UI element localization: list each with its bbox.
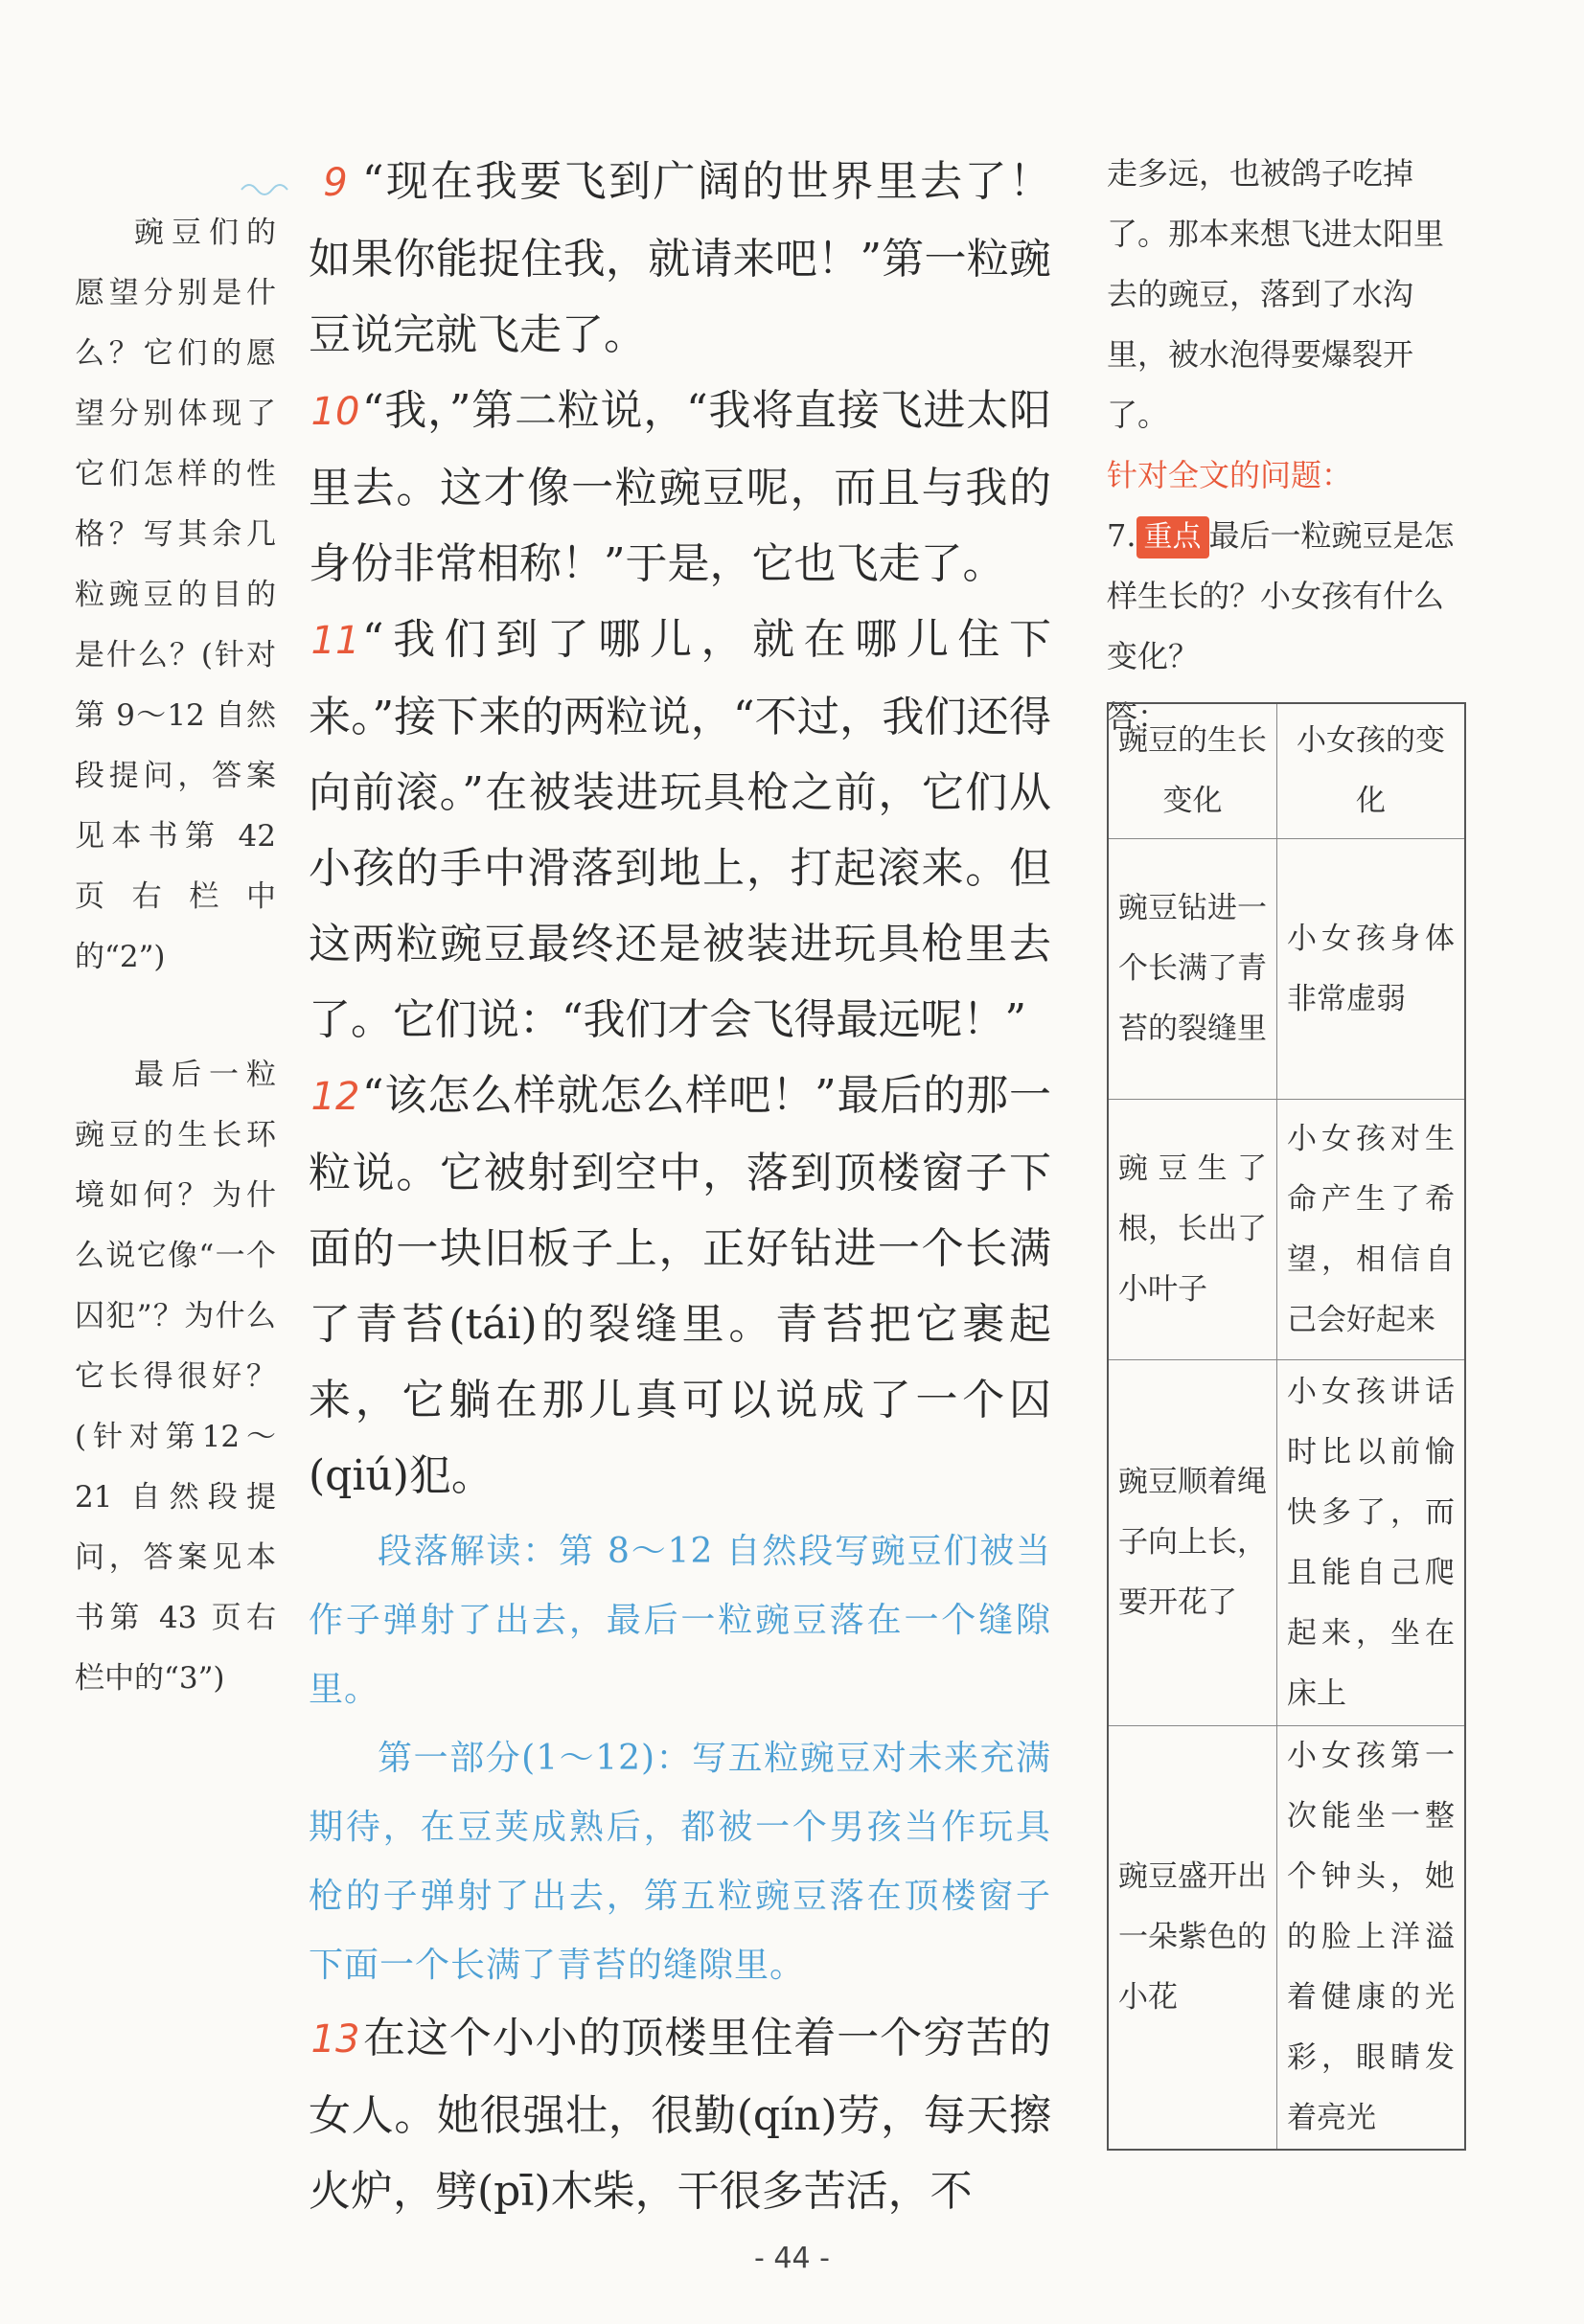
- side-question-2: 最后一粒豌豆的生长环境如何？为什么说它像“一个囚犯”？为什么它长得很好？(针对第12～21 自然段提问，答案见本书第 43 页右栏中的“3”): [75, 1058, 276, 1696]
- question-text: 最后一粒豌豆是怎样生长的？小女孩有什么变化？: [1107, 517, 1455, 674]
- table-row: [1108, 839, 1465, 1100]
- table-header-row: [1108, 703, 1465, 839]
- table-cell: 小女孩讲话时比以前愉快多了，而且能自己爬起来，坐在床上: [1277, 1360, 1466, 1726]
- paragraph-analysis-note: 段落解读：第 8～12 自然段写豌豆们被当作子弹射了出去，最后一粒豌豆落在一个缝隙里。: [309, 1532, 1051, 1709]
- table-header: 豌豆的生长变化: [1108, 703, 1277, 839]
- paragraph-number: 10: [310, 390, 360, 434]
- paragraph-12: [309, 1058, 1051, 1514]
- table-row: [1108, 1360, 1465, 1726]
- table-cell: 豌豆顺着绳子向上长，要开花了: [1108, 1360, 1277, 1726]
- paragraph-number: 12: [310, 1075, 360, 1119]
- page-number: - 44 -: [754, 2242, 830, 2275]
- paragraph-text: 在这个小小的顶楼里住着一个穷苦的女人。她很强壮，很勤(qín)劳，每天擦火炉，劈(pī)木柴，干很多苦活，不: [309, 2014, 1051, 2216]
- paragraph-number: 9: [323, 161, 348, 205]
- continued-answer-text: 走多远，也被鸽子吃掉了。那本来想飞进太阳里去的豌豆，落到了水沟里，被水泡得要爆裂开了。: [1107, 155, 1445, 433]
- part-summary-note: 第一部分(1～12)：写五粒豌豆对未来充满期待，在豆荚成熟后，都被一个男孩当作玩具枪的子弹射了出去，第五粒豌豆落在顶楼窗子下面一个长满了青苔的缝隙里。: [309, 1739, 1051, 1985]
- paragraph-text: “该怎么样就怎么样吧！”最后的那一粒说。它被射到空中，落到顶楼窗子下面的一块旧板子上，正好钻进一个长满了青苔(tái)的裂缝里。青苔把它裹起来，它躺在那儿真可以说成了一个囚(qiú)犯。: [309, 1071, 1051, 1500]
- paragraph-13: [309, 2000, 1051, 2229]
- side-question-column: [75, 203, 276, 1709]
- right-answer-column: [1107, 144, 1471, 747]
- paragraph-number: 11: [310, 619, 360, 663]
- paragraph-text: “我，”第二粒说，“我将直接飞进太阳里去。这才像一粒豌豆呢，而且与我的身份非常相称！”于是，它也飞走了。: [309, 386, 1051, 588]
- paragraph-11: [309, 602, 1051, 1058]
- paragraph-text: “现在我要飞到广阔的世界里去了！如果你能捉住我，就请来吧！”第一粒豌豆说完就飞走了。: [309, 157, 1051, 359]
- table-header: 小女孩的变化: [1277, 703, 1466, 839]
- table-cell: 小女孩身体非常虚弱: [1277, 839, 1466, 1100]
- table-cell: 豌豆钻进一个长满了青苔的裂缝里: [1108, 839, 1277, 1100]
- paragraph-10: [309, 373, 1051, 602]
- paragraph-number: 13: [310, 2017, 360, 2062]
- answer-table: [1107, 702, 1466, 2151]
- answer-label: 答：: [1107, 698, 1169, 735]
- table-cell: 小女孩第一次能坐一整个钟头，她的脸上洋溢着健康的光彩，眼睛发着亮光: [1277, 1726, 1466, 2151]
- main-text-column: [309, 144, 1051, 2229]
- table-row: [1108, 1726, 1465, 2151]
- paragraph-9: [309, 144, 1051, 373]
- table-cell: 小女孩对生命产生了希望，相信自己会好起来: [1277, 1100, 1466, 1360]
- wave-decoration-icon: [240, 178, 297, 197]
- table-cell: 豌豆盛开出一朵紫色的小花: [1108, 1726, 1277, 2151]
- question-7: [1107, 506, 1471, 687]
- full-text-question-heading: 针对全文的问题：: [1107, 457, 1353, 493]
- question-number: 7.: [1107, 517, 1136, 554]
- key-point-badge: 重点: [1136, 516, 1209, 558]
- paragraph-text: “我们到了哪儿，就在哪儿住下来。”接下来的两粒说，“不过，我们还得向前滚。”在被装进玩具枪之前，它们从小孩的手中滑落到地上，打起滚来。但这两粒豌豆最终还是被装进玩具枪里去了。它们说：“我们才会飞得最远呢！”: [309, 615, 1051, 1044]
- table-cell: 豌豆生了根，长出了小叶子: [1108, 1100, 1277, 1360]
- side-question-1: 豌豆们的愿望分别是什么？它们的愿望分别体现了它们怎样的性格？写其余几粒豌豆的目的是什么？(针对第 9～12 自然段提问，答案见本书第 42 页右栏中的“2”): [75, 216, 276, 974]
- table-row: [1108, 1100, 1465, 1360]
